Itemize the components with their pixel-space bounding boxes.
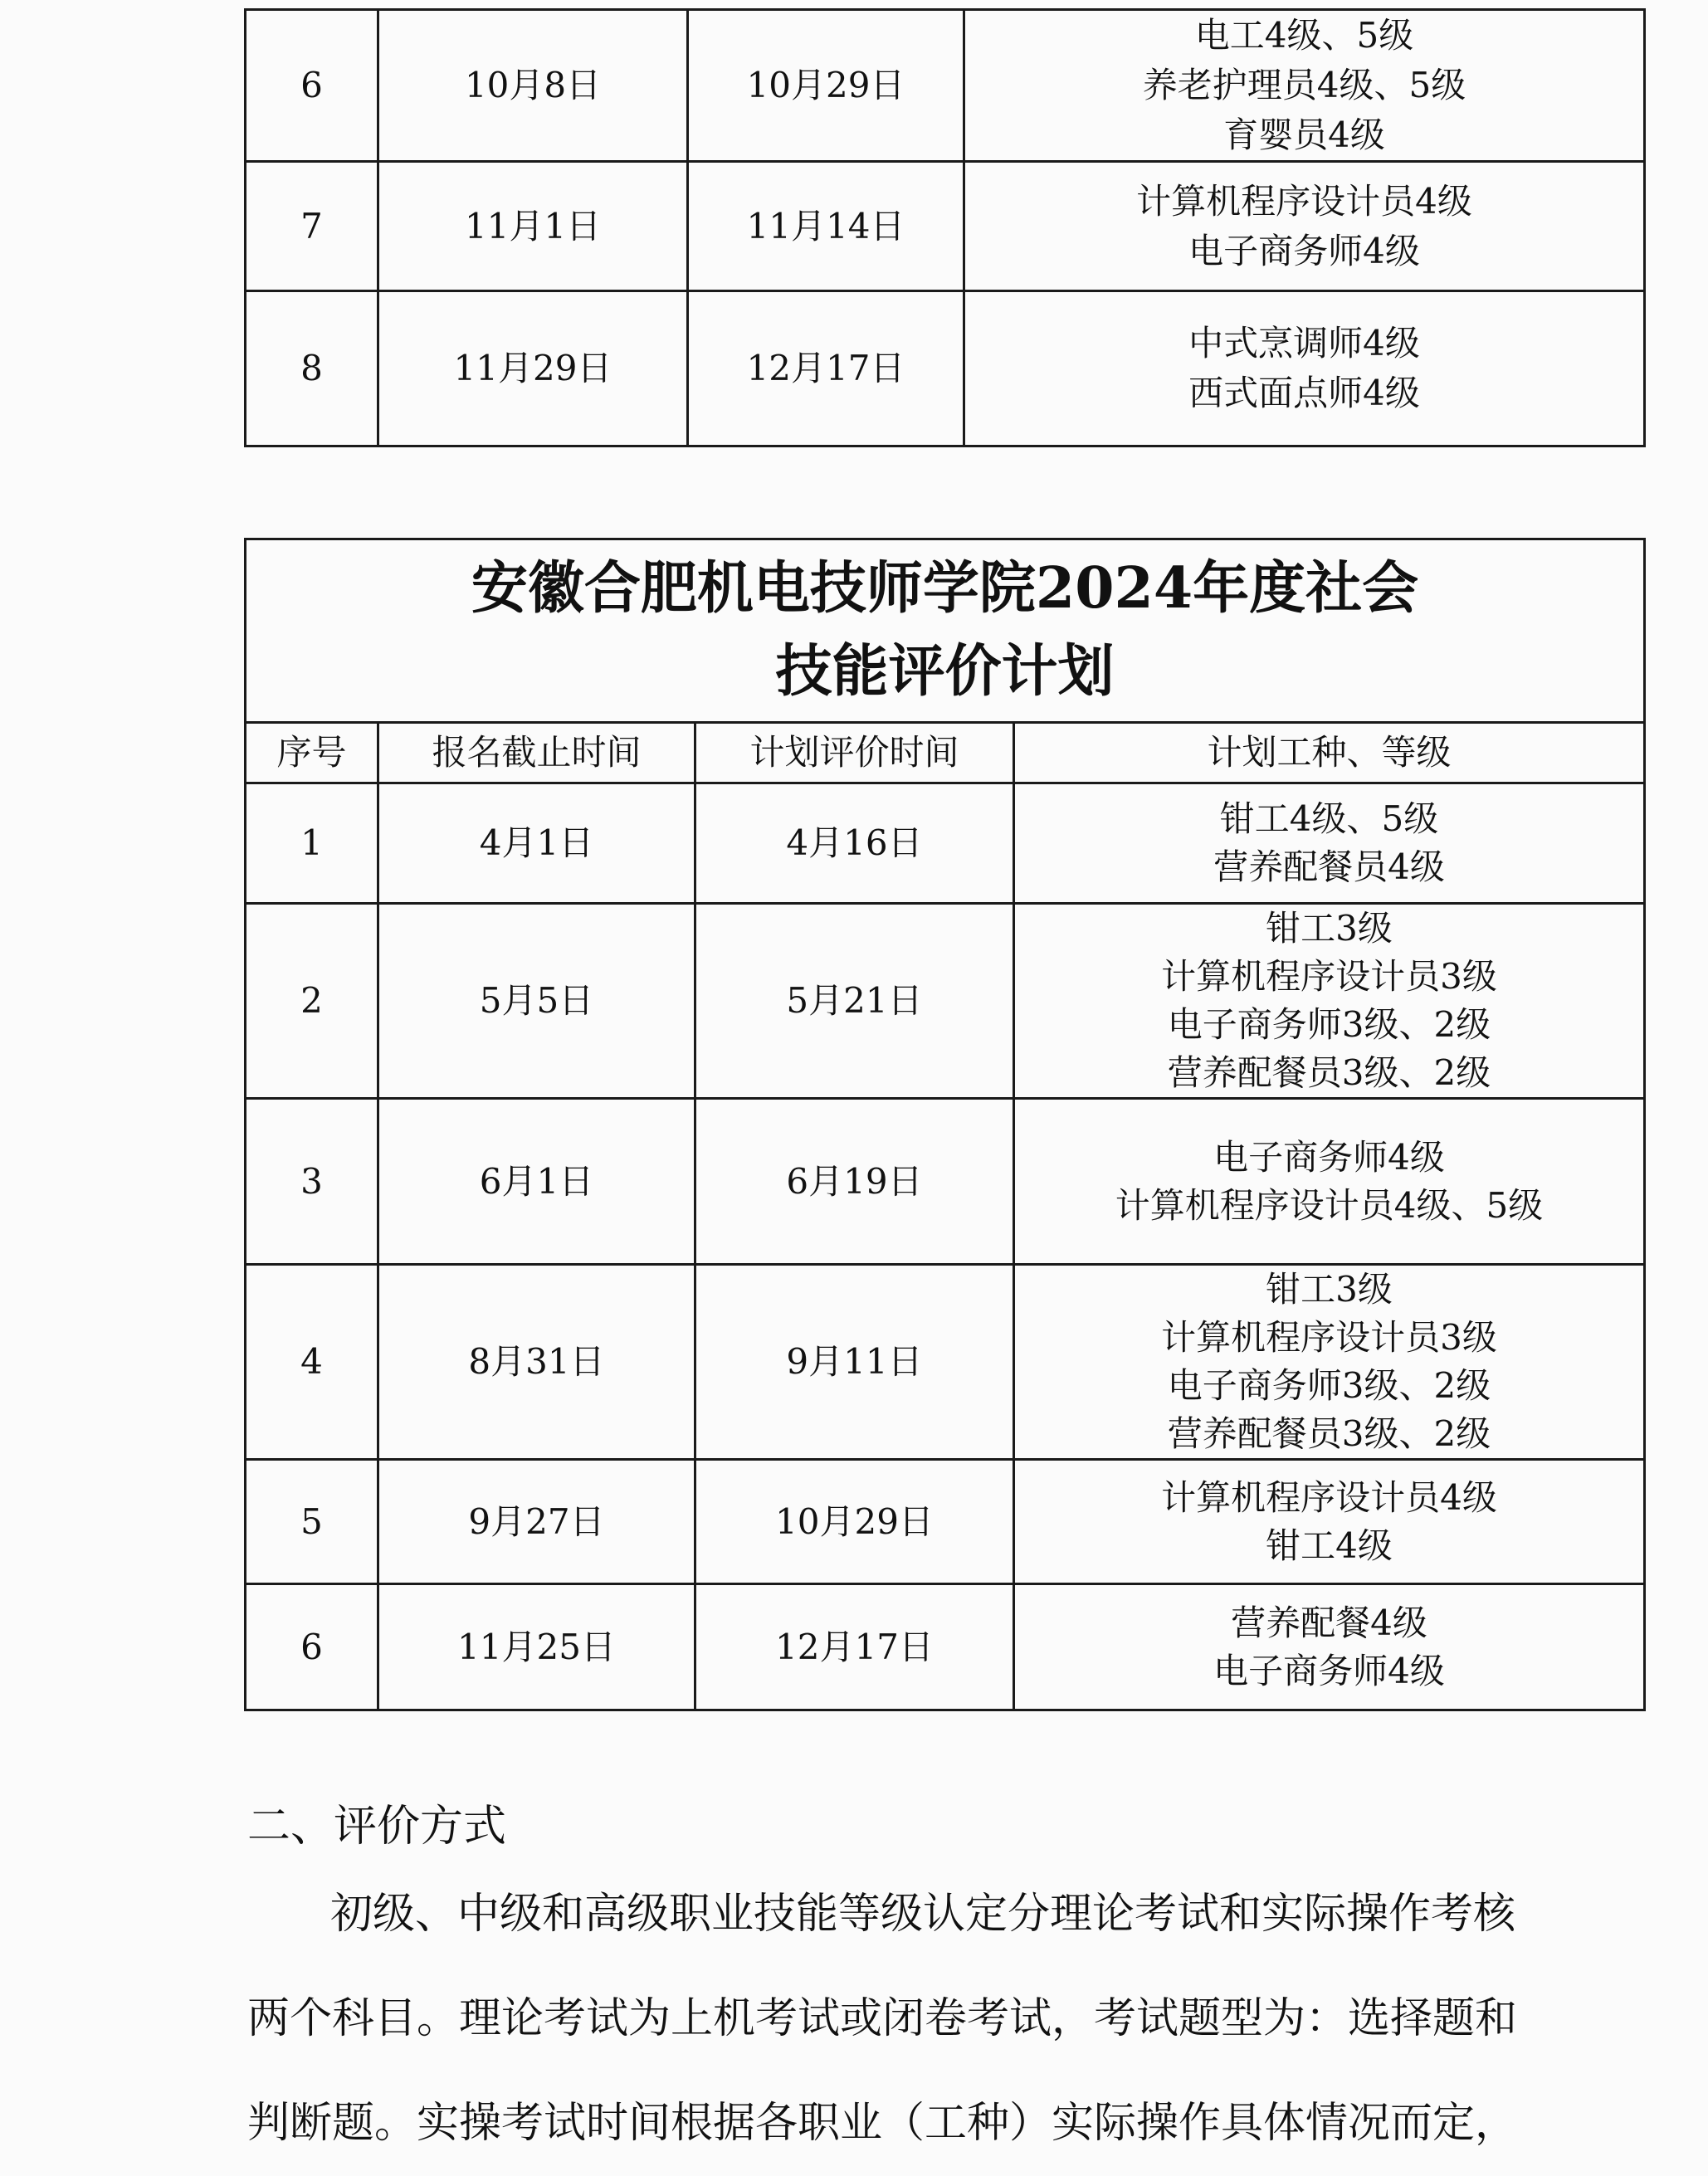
row-number: 4 [246,1265,378,1460]
paragraph-line: 判断题。实操考试时间根据各职业（工种）实际操作具体情况而定， [247,2099,1518,2148]
paragraph-line: 初级、中级和高级职业技能等级认定分理论考试和实际操作考核 [330,1890,1516,1939]
evaluation-date: 11月14日 [688,162,964,291]
trade-levels [964,10,1645,162]
evaluation-date: 12月17日 [688,291,964,446]
table-row [246,1584,1645,1710]
trade-line: 营养配餐员4级 [1213,846,1445,887]
trade-line: 营养配餐员3级、2级 [1167,1413,1491,1454]
trade-line: 电子商务师3级、2级 [1167,1004,1491,1045]
row-number: 1 [246,783,378,904]
row-number: 6 [246,1584,378,1710]
table-row [246,1265,1645,1460]
trade-levels [1014,1460,1645,1584]
trade-line: 营养配餐员3级、2级 [1167,1052,1491,1093]
header-eval-date: 计划评价时间 [695,723,1014,783]
registration-deadline: 11月25日 [378,1584,695,1710]
trade-line: 电子商务师3级、2级 [1167,1365,1491,1406]
trade-line: 钳工3级 [1266,908,1393,949]
evaluation-date: 12月17日 [695,1584,1014,1710]
table-row [246,291,1645,446]
trade-line: 电子商务师4级 [1188,230,1420,271]
table-title [246,539,1645,723]
trade-line: 养老护理员4级、5级 [1142,65,1466,105]
skill-evaluation-plan-table [244,538,1646,1711]
trade-line: 钳工4级 [1266,1525,1393,1566]
trade-line: 计算机程序设计员3级 [1161,1317,1497,1358]
body-paragraph [247,1862,1518,2176]
table-header-row [246,723,1645,783]
table-row [246,1460,1645,1584]
registration-deadline: 10月8日 [378,10,688,162]
trade-line: 电子商务师4级 [1213,1136,1445,1178]
row-number: 2 [246,904,378,1099]
table-row [246,904,1645,1099]
evaluation-date: 9月11日 [695,1265,1014,1460]
trade-line: 电子商务师4级 [1213,1650,1445,1691]
registration-deadline: 5月5日 [378,904,695,1099]
trade-line: 育婴员4级 [1223,115,1385,155]
trade-levels [1014,1265,1645,1460]
header-trades: 计划工种、等级 [1014,723,1645,783]
registration-deadline: 11月29日 [378,291,688,446]
evaluation-date: 4月16日 [695,783,1014,904]
table-row [246,162,1645,291]
registration-deadline: 11月1日 [378,162,688,291]
registration-deadline: 8月31日 [378,1265,695,1460]
trade-line: 计算机程序设计员4级 [1161,1476,1497,1518]
trade-line: 钳工4级、5级 [1219,798,1439,839]
row-number: 8 [246,291,378,446]
trade-line: 中式烹调师4级 [1188,323,1420,363]
trade-line: 钳工3级 [1266,1269,1393,1310]
row-number: 6 [246,10,378,162]
evaluation-date: 6月19日 [695,1099,1014,1265]
paragraph-line: 两个科目。理论考试为上机考试或闭卷考试，考试题型为：选择题和 [247,1994,1518,2043]
table-title-row [246,539,1645,723]
trade-line: 计算机程序设计员3级 [1161,956,1497,997]
trade-levels [964,162,1645,291]
schedule-table-continued [244,8,1646,447]
title-line-2: 技能评价计划 [775,638,1115,705]
table-row [246,1099,1645,1265]
trade-levels [1014,783,1645,904]
trade-levels [964,291,1645,446]
evaluation-date: 10月29日 [688,10,964,162]
row-number: 5 [246,1460,378,1584]
trade-line: 营养配餐4级 [1231,1602,1427,1643]
trade-levels [1014,1099,1645,1265]
trade-line: 计算机程序设计员4级 [1136,180,1472,222]
evaluation-date: 5月21日 [695,904,1014,1099]
evaluation-date: 10月29日 [695,1460,1014,1584]
trade-line: 计算机程序设计员4级、5级 [1115,1184,1544,1226]
trade-line: 西式面点师4级 [1188,373,1420,413]
header-number: 序号 [246,723,378,783]
registration-deadline: 6月1日 [378,1099,695,1265]
trade-levels [1014,904,1645,1099]
section-heading: 二、评价方式 [247,1802,507,1852]
registration-deadline: 9月27日 [378,1460,695,1584]
table-row [246,783,1645,904]
row-number: 7 [246,162,378,291]
registration-deadline: 4月1日 [378,783,695,904]
header-deadline: 报名截止时间 [378,723,695,783]
trade-line: 电工4级、5级 [1194,15,1414,56]
table-row [246,10,1645,162]
title-line-1: 安徽合肥机电技师学院2024年度社会 [471,555,1419,622]
row-number: 3 [246,1099,378,1265]
trade-levels [1014,1584,1645,1710]
